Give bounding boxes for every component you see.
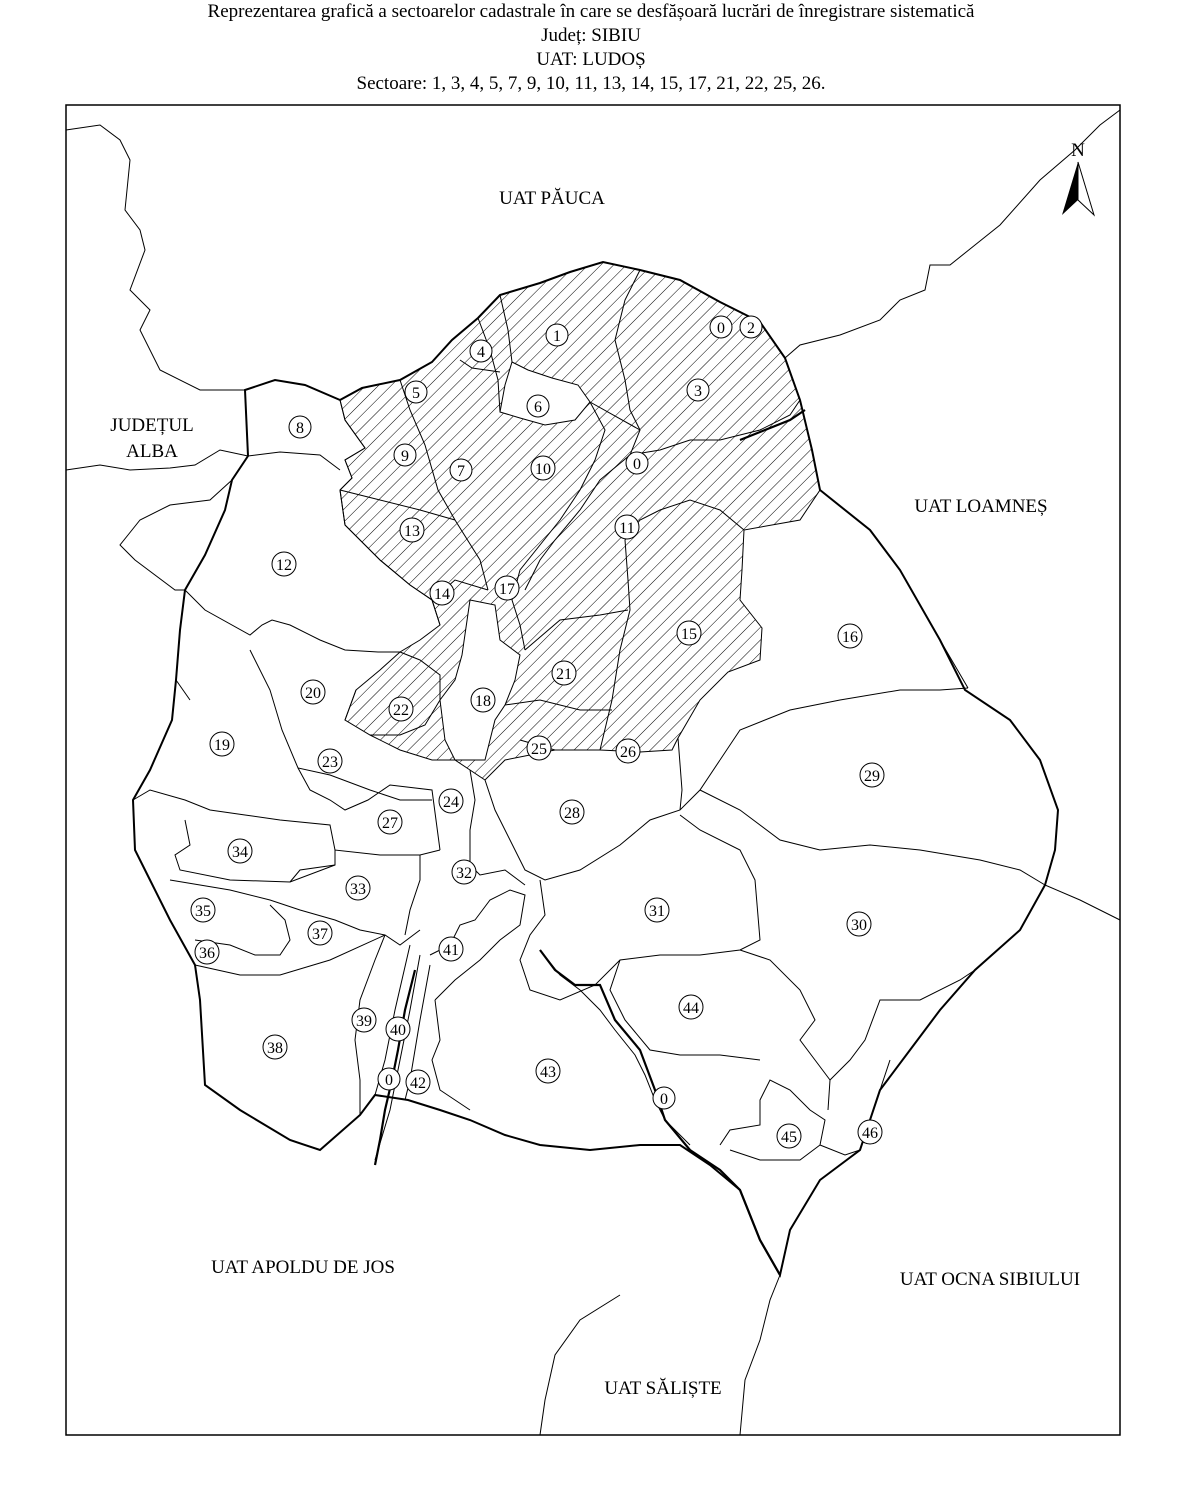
neighbor-label-alba-line2: ALBA: [126, 441, 178, 462]
sector-label: [394, 444, 416, 466]
sector-label: [847, 912, 871, 936]
sector-label: [400, 518, 424, 542]
sector-label: [263, 1035, 287, 1059]
sector-label: [626, 452, 648, 474]
sector-number: 11: [619, 520, 635, 537]
sector-number: 31: [649, 903, 665, 920]
sector-number: 32: [456, 865, 472, 882]
sector-number: 1: [553, 328, 561, 345]
sector-number: 15: [681, 626, 697, 643]
sector-label: [495, 576, 519, 600]
sector-number: 38: [267, 1040, 283, 1057]
sector-label: [389, 697, 413, 721]
sector-number: 42: [410, 1075, 426, 1092]
sector-number: 44: [683, 1000, 699, 1017]
sector-number: 13: [404, 523, 420, 540]
sector-label: [615, 515, 639, 539]
sector-label: [378, 1068, 400, 1090]
sector-label: [838, 624, 862, 648]
sector-label: [552, 661, 576, 685]
sector-number: 35: [195, 903, 211, 920]
sector-number: 9: [401, 448, 409, 465]
sector-label: [527, 395, 549, 417]
sector-label: [777, 1124, 801, 1148]
sector-number: 0: [385, 1072, 393, 1089]
sector-label: [191, 898, 215, 922]
sector-number: 25: [531, 741, 547, 758]
sector-label: [228, 839, 252, 863]
sector-label: [210, 732, 234, 756]
sector-number: 46: [862, 1125, 878, 1142]
county-line: Județ: SIBIU: [541, 25, 641, 46]
north-arrow: [1062, 140, 1094, 215]
sector-number: 0: [717, 320, 725, 337]
sector-number: 10: [535, 461, 551, 478]
sector-number: 22: [393, 702, 409, 719]
neighbor-label-alba-line1: JUDEȚUL: [110, 415, 194, 436]
sector-label: [406, 1070, 430, 1094]
north-label: N: [1071, 140, 1085, 161]
sector-number: 2: [747, 320, 755, 337]
sector-number: 27: [382, 815, 398, 832]
sector-number: 19: [214, 737, 230, 754]
neighbor-label-apoldu: UAT APOLDU DE JOS: [211, 1257, 395, 1278]
sector-label: [740, 316, 762, 338]
sector-label: [679, 995, 703, 1019]
sector-number: 0: [633, 456, 641, 473]
sector-number: 7: [457, 463, 465, 480]
sector-label: [531, 456, 555, 480]
sector-label: [470, 340, 492, 362]
sector-number: 23: [322, 754, 338, 771]
sector-number: 5: [412, 385, 420, 402]
neighbor-label-ocna: UAT OCNA SIBIULUI: [899, 1269, 1081, 1290]
sector-label: [272, 552, 296, 576]
sector-number: 0: [660, 1091, 668, 1108]
sector-label: [352, 1008, 376, 1032]
sector-number: 37: [312, 926, 328, 943]
sector-label: [301, 680, 325, 704]
sector-label: [450, 459, 472, 481]
sector-label: [318, 749, 342, 773]
sector-label: [560, 800, 584, 824]
sector-number: 34: [232, 844, 248, 861]
sector-label: [346, 876, 370, 900]
sector-number: 33: [350, 881, 366, 898]
sector-number: 45: [781, 1129, 797, 1146]
sector-label: [860, 763, 884, 787]
sector-label: [687, 379, 709, 401]
sector-label: [195, 940, 219, 964]
sector-number: 4: [477, 344, 485, 361]
sector-label: [289, 416, 311, 438]
sector-number: 36: [199, 945, 215, 962]
sector-label: [430, 581, 454, 605]
sector-number: 26: [620, 744, 636, 761]
sector-number: 30: [851, 917, 867, 934]
sector-label: [439, 789, 463, 813]
sector-label: [677, 621, 701, 645]
sector-number: 6: [534, 399, 542, 416]
sector-number: 14: [434, 586, 450, 603]
sector-label: [378, 810, 402, 834]
uat-line: UAT: LUDOȘ: [536, 49, 646, 70]
neighbor-label-saliste: UAT SĂLIȘTE: [604, 1378, 722, 1399]
sector-number: 20: [305, 685, 321, 702]
sector-label: [439, 937, 463, 961]
sector-label: [645, 898, 669, 922]
sector-label: [546, 324, 568, 346]
sector-number: 28: [564, 805, 580, 822]
sector-number: 21: [556, 666, 572, 683]
sector-label: [710, 316, 732, 338]
sector-label: [452, 860, 476, 884]
sector-label: [308, 921, 332, 945]
sector-number: 39: [356, 1013, 372, 1030]
sector-label: [536, 1059, 560, 1083]
sector-number: 3: [694, 383, 702, 400]
sector-label: [653, 1087, 675, 1109]
title-line: Reprezentarea grafică a sectoarelor cadastrale în care se desfășoară lucrări de înregistrare sistematică: [207, 1, 975, 22]
sector-number: 12: [276, 557, 292, 574]
sector-number: 8: [296, 420, 304, 437]
sector-label: [386, 1017, 410, 1041]
sector-number: 17: [499, 581, 515, 598]
sector-label: [527, 736, 551, 760]
sector-number: 29: [864, 768, 880, 785]
sector-label: [405, 381, 427, 403]
sector-number: 24: [443, 794, 459, 811]
sector-number: 18: [475, 693, 491, 710]
sector-label: [471, 688, 495, 712]
neighbor-label-pauca: UAT PĂUCA: [499, 188, 605, 209]
sectors-line: Sectoare: 1, 3, 4, 5, 7, 9, 10, 11, 13, 14, 15, 17, 21, 22, 25, 26.: [356, 73, 826, 94]
sector-number: 40: [390, 1022, 406, 1039]
neighbor-label-loamnes: UAT LOAMNEȘ: [914, 496, 1048, 517]
sector-number: 16: [842, 629, 858, 646]
sector-label: [858, 1120, 882, 1144]
sector-number: 41: [443, 942, 459, 959]
sector-label: [616, 739, 640, 763]
sector-number: 43: [540, 1064, 556, 1081]
